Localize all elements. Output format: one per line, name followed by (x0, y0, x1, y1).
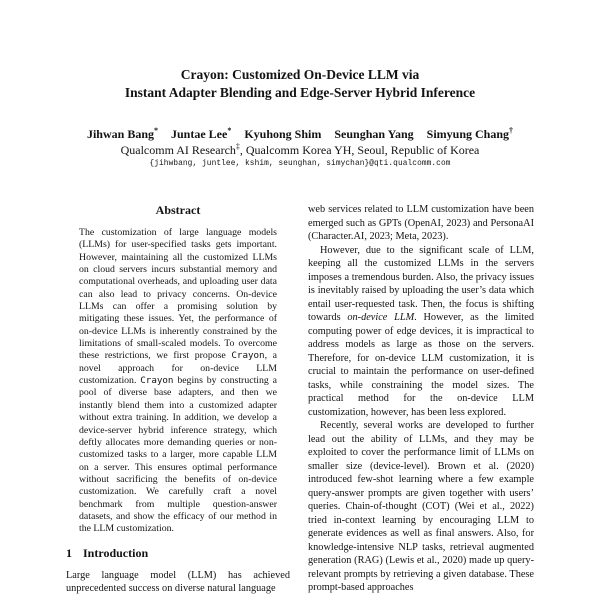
abstract-heading: Abstract (155, 203, 201, 217)
author-1-mark: * (154, 126, 158, 135)
affiliation-org: Qualcomm AI Research (120, 143, 236, 157)
on-device-llm-emphasis: on-device LLM (347, 312, 415, 323)
affiliation-mark: ‡ (235, 142, 240, 151)
author-5-mark: † (509, 126, 514, 135)
section-heading-introduction (66, 546, 290, 561)
affiliation-line (0, 143, 600, 158)
author-4 (334, 127, 413, 141)
email-line: {jihwbang, juntlee, kshim, seunghan, simychan}@qti.qualcomm.com (149, 160, 451, 168)
right-column (308, 203, 534, 600)
left-column (66, 203, 290, 600)
author-line (0, 127, 600, 142)
abstract-seg1: The customization of large language models (LLMs) for user-specified tasks gets important. However, maintaining all the customized LLMs on cloud servers incurs substantial memory and computational overheads, and uploading user data can also lead to privacy concerns. On-device LLMs can offer a promising solution by mitigating these issues. Yet, the performance of on-device LLMs is inherently constrained by the limitations of small-scaled models. To overcome these restrictions, we first propose (79, 227, 277, 362)
crayon-keyword: Crayon (140, 375, 174, 387)
author-1 (87, 127, 158, 141)
author-4-name: Seunghan Yang (334, 127, 414, 141)
author-5 (427, 127, 513, 141)
section-number: 1 (66, 545, 72, 560)
right-p2-seg2: . However, as the limited computing power of edge devices, it is impractical to address models as large as those on the servers. Therefore, for on-device LLM customization, it is crucial to maintain the performance on user-defined tasks, while constraining the model sizes. The practical method for the on-device LLM customization, however, has been less explored. (308, 312, 534, 418)
author-1-name: Jihwan Bang (86, 127, 154, 141)
abstract-seg2: , a novel approach for on-device LLM customization. (79, 350, 278, 387)
abstract-text (79, 227, 277, 536)
section-title: Introduction (83, 545, 149, 560)
right-paragraph-1: web services related to LLM customization have been emerged such as GPTs (OpenAI, 2023) and PersonaAI (Character.AI, 2023; Meta, 2023). (308, 204, 534, 242)
author-2 (171, 127, 231, 141)
author-3 (244, 127, 321, 141)
intro-paragraph: Large language model (LLM) has achieved unprecedented success on diverse natural language (66, 569, 290, 595)
right-paragraph-2 (308, 244, 534, 420)
paper-title-line1: Crayon: Customized On-Device LLM via (180, 67, 420, 82)
paper-title-line2: Instant Adapter Blending and Edge-Server Hybrid Inference (124, 85, 476, 100)
abstract-seg3: begins by constructing a pool of diverse base adapters, and then we instantly blend them into a customized adapter without extra training. In addition, we develop a device-server hybrid inference strategy, which deftly allocates more demanding queries or non-customized tasks to a larger, more capable LLM on a server. This ensures optimal performance without sacrificing the benefits of on-device customization. We carefully craft a novel benchmark from multiple question-answer datasets, and show the efficacy of our method in the LLM customization. (79, 375, 278, 535)
right-paragraph-3: Recently, several works are developed to further lead out the ability of LLMs, and they may be exploited to cover the performance limit of LLMs on smaller size (device-level). Brown et al. (2020) introduced few-shot learning where a few example query-answer prompts are given together with users’ queries. Chain-of-thought (COT) (Wei et al., 2022) tried in-context learning by encouraging LLM to generate evidences as well as final answers. Also, for knowledge-intensive NLP tasks, retrieval augmented generation (RAG) (Lewis et al., 2020) made up query-relevant prompts by retrieving a given database. These prompt-based approaches (308, 420, 534, 593)
paper-title (0, 66, 600, 102)
affiliation-rest: , Qualcomm Korea YH, Seoul, Republic of Korea (239, 143, 480, 157)
author-2-mark: * (227, 126, 232, 135)
crayon-keyword: Crayon (231, 350, 265, 362)
author-5-name: Simyung Chang (426, 127, 510, 141)
author-2-name: Juntae Lee (171, 127, 228, 141)
author-3-name: Kyuhong Shim (244, 127, 322, 141)
right-p2-seg1: However, due to the significant scale of LLM, keeping all the customized LLMs in the servers imposes a tremendous burden. Also, the privacy issues is inevitably raised by uploading the user’s data which entail user-requested task. Then, the focus is shifting towards (308, 244, 534, 323)
